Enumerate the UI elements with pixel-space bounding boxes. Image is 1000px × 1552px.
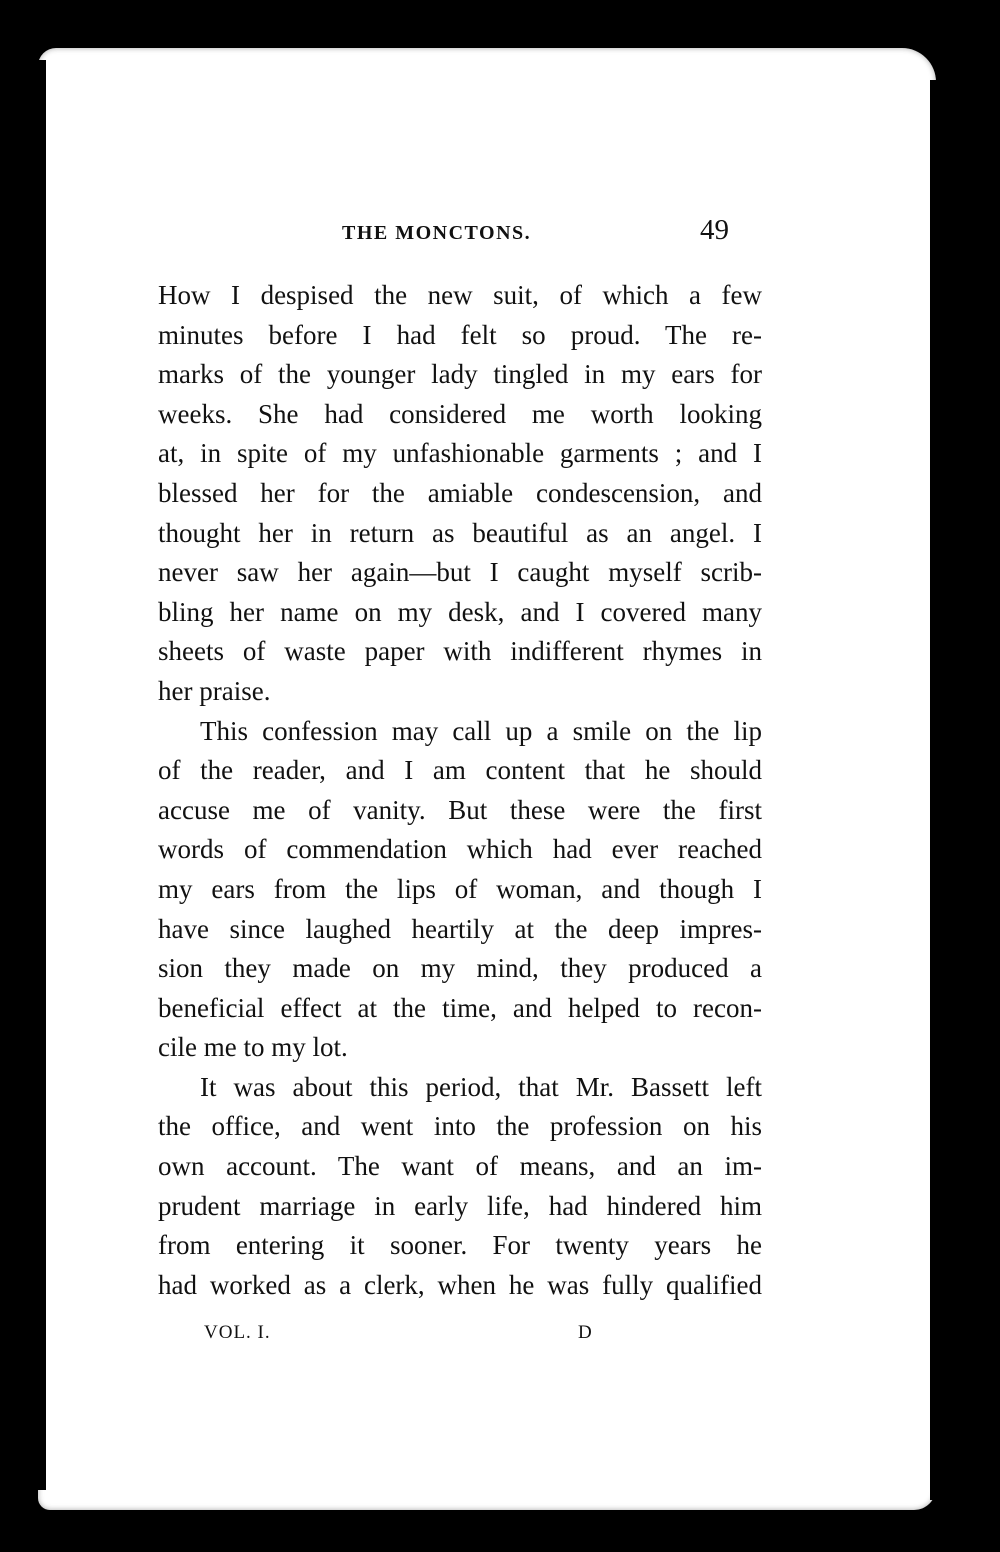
text-line: have since laughed heartily at the deep impres- <box>158 913 762 944</box>
text-line: of the reader, and I am content that he should <box>158 755 762 786</box>
text-line: It was about this period, that Mr. Bassett left <box>200 1071 762 1102</box>
text-line: my ears from the lips of woman, and though I <box>158 873 762 904</box>
scan-edge-left <box>38 60 46 1490</box>
text-line: marks of the younger lady tingled in my ears for <box>158 359 762 390</box>
text-line: her praise. <box>158 675 271 706</box>
text-line: had worked as a clerk, when he was fully qualified <box>158 1269 762 1300</box>
running-header: THE MONCTONS. <box>342 222 532 244</box>
text-line: at, in spite of my unfashionable garments ; and I <box>158 438 762 469</box>
page-number: 49 <box>700 214 729 246</box>
text-line: bling her name on my desk, and I covered many <box>158 596 762 627</box>
text-line: from entering it sooner. For twenty years he <box>158 1230 762 1261</box>
text-line: the office, and went into the profession on his <box>158 1111 762 1142</box>
text-line: thought her in return as beautiful as an angel. I <box>158 517 762 548</box>
text-line: sion they made on my mind, they produced a <box>158 953 762 984</box>
signature-volume: VOL. I. <box>204 1322 271 1343</box>
text-line: accuse me of vanity. But these were the first <box>158 794 762 825</box>
scan-edge-right <box>930 80 936 1500</box>
text-line: beneficial effect at the time, and helped to recon- <box>158 992 762 1023</box>
text-line: own account. The want of means, and an im- <box>158 1151 762 1182</box>
text-line: This confession may call up a smile on the lip <box>200 715 762 746</box>
text-line: words of commendation which had ever reached <box>158 834 762 865</box>
text-line: sheets of waste paper with indifferent rhymes in <box>158 636 762 667</box>
signature-mark: D <box>578 1322 592 1343</box>
text-line: never saw her again—but I caught myself scrib- <box>158 557 762 588</box>
text-line: prudent marriage in early life, had hindered him <box>158 1190 762 1221</box>
body-text <box>158 276 762 1305</box>
text-line: minutes before I had felt so proud. The re- <box>158 319 762 350</box>
text-line: weeks. She had considered me worth looking <box>158 398 762 429</box>
text-line: How I despised the new suit, of which a few <box>158 280 762 310</box>
text-line: cile me to my lot. <box>158 1032 348 1063</box>
text-line: blessed her for the amiable condescension, and <box>158 477 762 508</box>
